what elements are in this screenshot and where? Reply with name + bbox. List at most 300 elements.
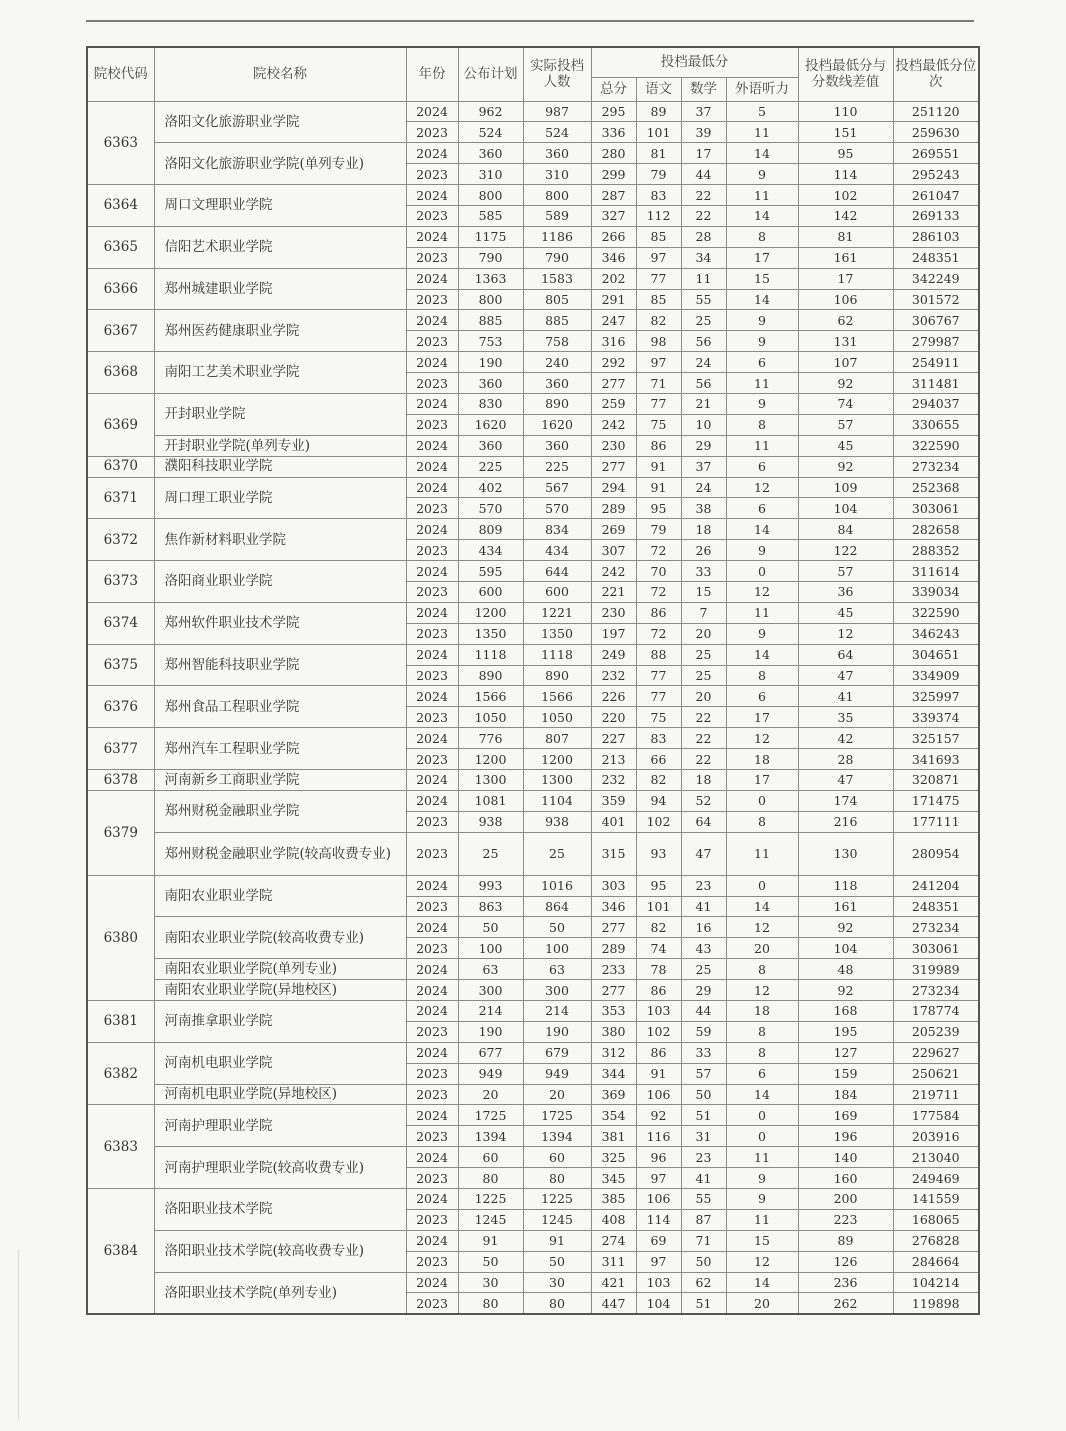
cell-year: 2024 bbox=[406, 101, 458, 122]
cell-math-score: 51 bbox=[681, 1105, 726, 1126]
cell-plan: 360 bbox=[458, 373, 523, 394]
cell-chinese-score: 89 bbox=[636, 101, 681, 122]
cell-rank: 168065 bbox=[893, 1209, 979, 1230]
header-diff: 投档最低分与分数线差值 bbox=[798, 47, 893, 101]
cell-chinese-score: 102 bbox=[636, 1021, 681, 1042]
table-row bbox=[87, 268, 979, 289]
cell-score-diff: 47 bbox=[798, 770, 893, 791]
cell-year: 2024 bbox=[406, 917, 458, 938]
cell-actual: 80 bbox=[523, 1293, 591, 1314]
cell-year: 2023 bbox=[406, 1021, 458, 1042]
cell-year: 2024 bbox=[406, 770, 458, 791]
cell-total-score: 226 bbox=[591, 686, 636, 707]
cell-score-diff: 223 bbox=[798, 1209, 893, 1230]
cell-score-diff: 195 bbox=[798, 1021, 893, 1042]
cell-total-score: 233 bbox=[591, 959, 636, 980]
cell-foreign-score: 15 bbox=[726, 1230, 798, 1251]
school-name: 河南推拿职业学院 bbox=[154, 1001, 406, 1043]
school-code: 6368 bbox=[87, 352, 154, 394]
cell-score-diff: 62 bbox=[798, 310, 893, 331]
school-name: 焦作新材料职业学院 bbox=[154, 519, 406, 561]
cell-plan: 360 bbox=[458, 435, 523, 456]
cell-chinese-score: 101 bbox=[636, 896, 681, 917]
cell-plan: 30 bbox=[458, 1272, 523, 1293]
cell-math-score: 51 bbox=[681, 1293, 726, 1314]
cell-rank: 282658 bbox=[893, 519, 979, 540]
school-code: 6371 bbox=[87, 477, 154, 519]
cell-foreign-score: 17 bbox=[726, 707, 798, 728]
cell-actual: 310 bbox=[523, 164, 591, 185]
cell-rank: 286103 bbox=[893, 226, 979, 247]
cell-score-diff: 92 bbox=[798, 456, 893, 477]
cell-chinese-score: 96 bbox=[636, 1147, 681, 1168]
cell-total-score: 266 bbox=[591, 226, 636, 247]
cell-chinese-score: 86 bbox=[636, 602, 681, 623]
cell-math-score: 21 bbox=[681, 393, 726, 414]
cell-foreign-score: 11 bbox=[726, 602, 798, 623]
cell-rank: 213040 bbox=[893, 1147, 979, 1168]
cell-year: 2023 bbox=[406, 896, 458, 917]
cell-chinese-score: 77 bbox=[636, 686, 681, 707]
table-row bbox=[87, 875, 979, 896]
cell-chinese-score: 70 bbox=[636, 561, 681, 582]
cell-rank: 342249 bbox=[893, 268, 979, 289]
cell-math-score: 23 bbox=[681, 875, 726, 896]
cell-actual: 644 bbox=[523, 561, 591, 582]
cell-actual: 434 bbox=[523, 540, 591, 561]
cell-rank: 249469 bbox=[893, 1168, 979, 1189]
cell-math-score: 24 bbox=[681, 477, 726, 498]
cell-total-score: 292 bbox=[591, 352, 636, 373]
cell-plan: 190 bbox=[458, 352, 523, 373]
cell-total-score: 232 bbox=[591, 665, 636, 686]
school-code: 6369 bbox=[87, 393, 154, 456]
cell-chinese-score: 77 bbox=[636, 268, 681, 289]
cell-actual: 807 bbox=[523, 728, 591, 749]
cell-rank: 295243 bbox=[893, 164, 979, 185]
cell-foreign-score: 0 bbox=[726, 561, 798, 582]
cell-rank: 294037 bbox=[893, 393, 979, 414]
cell-chinese-score: 91 bbox=[636, 477, 681, 498]
cell-score-diff: 12 bbox=[798, 623, 893, 644]
cell-chinese-score: 72 bbox=[636, 540, 681, 561]
cell-score-diff: 35 bbox=[798, 707, 893, 728]
cell-actual: 63 bbox=[523, 959, 591, 980]
cell-plan: 890 bbox=[458, 665, 523, 686]
cell-year: 2024 bbox=[406, 686, 458, 707]
school-name: 南阳农业职业学院 bbox=[154, 875, 406, 917]
cell-actual: 805 bbox=[523, 289, 591, 310]
school-name: 洛阳职业技术学院(单列专业) bbox=[154, 1272, 406, 1314]
cell-actual: 1050 bbox=[523, 707, 591, 728]
cell-year: 2023 bbox=[406, 164, 458, 185]
table-row bbox=[87, 1042, 979, 1063]
cell-actual: 300 bbox=[523, 980, 591, 1001]
cell-total-score: 345 bbox=[591, 1168, 636, 1189]
school-name: 郑州软件职业技术学院 bbox=[154, 602, 406, 644]
cell-rank: 203916 bbox=[893, 1126, 979, 1147]
cell-foreign-score: 11 bbox=[726, 435, 798, 456]
cell-plan: 402 bbox=[458, 477, 523, 498]
cell-year: 2024 bbox=[406, 352, 458, 373]
cell-score-diff: 161 bbox=[798, 247, 893, 268]
cell-plan: 949 bbox=[458, 1063, 523, 1084]
cell-year: 2024 bbox=[406, 1189, 458, 1210]
cell-score-diff: 131 bbox=[798, 331, 893, 352]
cell-plan: 60 bbox=[458, 1147, 523, 1168]
cell-math-score: 37 bbox=[681, 456, 726, 477]
cell-year: 2024 bbox=[406, 456, 458, 477]
cell-math-score: 59 bbox=[681, 1021, 726, 1042]
cell-chinese-score: 72 bbox=[636, 581, 681, 602]
school-code: 6376 bbox=[87, 686, 154, 728]
cell-total-score: 269 bbox=[591, 519, 636, 540]
cell-chinese-score: 82 bbox=[636, 770, 681, 791]
cell-year: 2023 bbox=[406, 373, 458, 394]
cell-year: 2023 bbox=[406, 938, 458, 959]
table-row bbox=[87, 602, 979, 623]
cell-total-score: 346 bbox=[591, 896, 636, 917]
cell-math-score: 7 bbox=[681, 602, 726, 623]
cell-math-score: 71 bbox=[681, 1230, 726, 1251]
school-name: 信阳艺术职业学院 bbox=[154, 226, 406, 268]
cell-actual: 1016 bbox=[523, 875, 591, 896]
cell-score-diff: 89 bbox=[798, 1230, 893, 1251]
cell-math-score: 29 bbox=[681, 980, 726, 1001]
cell-chinese-score: 106 bbox=[636, 1189, 681, 1210]
cell-actual: 91 bbox=[523, 1230, 591, 1251]
cell-rank: 325997 bbox=[893, 686, 979, 707]
cell-rank: 339034 bbox=[893, 581, 979, 602]
cell-plan: 20 bbox=[458, 1084, 523, 1105]
cell-year: 2024 bbox=[406, 1001, 458, 1022]
cell-chinese-score: 101 bbox=[636, 122, 681, 143]
cell-rank: 104214 bbox=[893, 1272, 979, 1293]
cell-math-score: 44 bbox=[681, 1001, 726, 1022]
cell-math-score: 33 bbox=[681, 1042, 726, 1063]
school-name: 郑州财税金融职业学院 bbox=[154, 790, 406, 832]
cell-total-score: 315 bbox=[591, 832, 636, 875]
cell-total-score: 336 bbox=[591, 122, 636, 143]
cell-foreign-score: 0 bbox=[726, 875, 798, 896]
school-name: 洛阳文化旅游职业学院 bbox=[154, 101, 406, 143]
cell-plan: 1620 bbox=[458, 414, 523, 435]
cell-math-score: 41 bbox=[681, 896, 726, 917]
cell-total-score: 295 bbox=[591, 101, 636, 122]
table-body bbox=[87, 101, 979, 1314]
cell-plan: 1566 bbox=[458, 686, 523, 707]
cell-math-score: 50 bbox=[681, 1251, 726, 1272]
cell-foreign-score: 9 bbox=[726, 310, 798, 331]
cell-chinese-score: 83 bbox=[636, 728, 681, 749]
cell-total-score: 242 bbox=[591, 561, 636, 582]
cell-rank: 229627 bbox=[893, 1042, 979, 1063]
cell-plan: 1350 bbox=[458, 623, 523, 644]
cell-year: 2023 bbox=[406, 498, 458, 519]
cell-plan: 100 bbox=[458, 938, 523, 959]
cell-score-diff: 36 bbox=[798, 581, 893, 602]
cell-math-score: 22 bbox=[681, 185, 726, 206]
cell-year: 2023 bbox=[406, 205, 458, 226]
cell-foreign-score: 14 bbox=[726, 896, 798, 917]
cell-chinese-score: 86 bbox=[636, 435, 681, 456]
cell-math-score: 16 bbox=[681, 917, 726, 938]
cell-chinese-score: 94 bbox=[636, 790, 681, 811]
cell-plan: 1200 bbox=[458, 602, 523, 623]
cell-math-score: 23 bbox=[681, 1147, 726, 1168]
cell-total-score: 421 bbox=[591, 1272, 636, 1293]
cell-foreign-score: 8 bbox=[726, 226, 798, 247]
cell-math-score: 25 bbox=[681, 310, 726, 331]
cell-foreign-score: 11 bbox=[726, 122, 798, 143]
cell-foreign-score: 12 bbox=[726, 917, 798, 938]
cell-year: 2023 bbox=[406, 749, 458, 770]
cell-actual: 100 bbox=[523, 938, 591, 959]
cell-year: 2024 bbox=[406, 959, 458, 980]
cell-foreign-score: 0 bbox=[726, 1126, 798, 1147]
cell-rank: 339374 bbox=[893, 707, 979, 728]
cell-plan: 300 bbox=[458, 980, 523, 1001]
cell-math-score: 22 bbox=[681, 728, 726, 749]
cell-rank: 301572 bbox=[893, 289, 979, 310]
school-code: 6374 bbox=[87, 602, 154, 644]
cell-actual: 20 bbox=[523, 1084, 591, 1105]
table-row bbox=[87, 1105, 979, 1126]
school-name: 濮阳科技职业学院 bbox=[154, 456, 406, 477]
school-name: 周口文理职业学院 bbox=[154, 185, 406, 227]
cell-plan: 1394 bbox=[458, 1126, 523, 1147]
cell-plan: 50 bbox=[458, 917, 523, 938]
cell-math-score: 37 bbox=[681, 101, 726, 122]
cell-chinese-score: 72 bbox=[636, 623, 681, 644]
table-row bbox=[87, 561, 979, 582]
cell-rank: 248351 bbox=[893, 896, 979, 917]
cell-rank: 205239 bbox=[893, 1021, 979, 1042]
cell-year: 2023 bbox=[406, 1063, 458, 1084]
cell-year: 2024 bbox=[406, 1147, 458, 1168]
cell-foreign-score: 0 bbox=[726, 790, 798, 811]
cell-plan: 1300 bbox=[458, 770, 523, 791]
cell-plan: 190 bbox=[458, 1021, 523, 1042]
cell-total-score: 287 bbox=[591, 185, 636, 206]
cell-foreign-score: 6 bbox=[726, 352, 798, 373]
cell-total-score: 277 bbox=[591, 917, 636, 938]
cell-foreign-score: 9 bbox=[726, 393, 798, 414]
cell-actual: 987 bbox=[523, 101, 591, 122]
table-row bbox=[87, 1272, 979, 1293]
cell-plan: 63 bbox=[458, 959, 523, 980]
cell-actual: 570 bbox=[523, 498, 591, 519]
cell-rank: 322590 bbox=[893, 602, 979, 623]
cell-total-score: 289 bbox=[591, 498, 636, 519]
cell-actual: 1620 bbox=[523, 414, 591, 435]
cell-year: 2023 bbox=[406, 331, 458, 352]
cell-rank: 284664 bbox=[893, 1251, 979, 1272]
cell-math-score: 56 bbox=[681, 331, 726, 352]
school-name: 郑州食品工程职业学院 bbox=[154, 686, 406, 728]
cell-math-score: 57 bbox=[681, 1063, 726, 1084]
cell-rank: 251120 bbox=[893, 101, 979, 122]
cell-actual: 1118 bbox=[523, 644, 591, 665]
cell-rank: 261047 bbox=[893, 185, 979, 206]
cell-score-diff: 118 bbox=[798, 875, 893, 896]
cell-total-score: 359 bbox=[591, 790, 636, 811]
cell-rank: 177584 bbox=[893, 1105, 979, 1126]
cell-foreign-score: 9 bbox=[726, 1189, 798, 1210]
table-row bbox=[87, 519, 979, 540]
cell-math-score: 64 bbox=[681, 811, 726, 832]
cell-math-score: 28 bbox=[681, 226, 726, 247]
cell-year: 2023 bbox=[406, 540, 458, 561]
cell-foreign-score: 9 bbox=[726, 1168, 798, 1189]
cell-actual: 360 bbox=[523, 435, 591, 456]
table-row bbox=[87, 1230, 979, 1251]
cell-chinese-score: 92 bbox=[636, 1105, 681, 1126]
cell-actual: 50 bbox=[523, 1251, 591, 1272]
cell-total-score: 316 bbox=[591, 331, 636, 352]
table-row bbox=[87, 1084, 979, 1105]
cell-rank: 252368 bbox=[893, 477, 979, 498]
cell-total-score: 354 bbox=[591, 1105, 636, 1126]
cell-foreign-score: 6 bbox=[726, 498, 798, 519]
cell-foreign-score: 17 bbox=[726, 247, 798, 268]
table-row bbox=[87, 832, 979, 875]
school-code: 6364 bbox=[87, 185, 154, 227]
header-actual: 实际投档人数 bbox=[523, 47, 591, 101]
cell-rank: 241204 bbox=[893, 875, 979, 896]
cell-foreign-score: 15 bbox=[726, 268, 798, 289]
school-code: 6384 bbox=[87, 1189, 154, 1314]
cell-total-score: 299 bbox=[591, 164, 636, 185]
cell-actual: 600 bbox=[523, 581, 591, 602]
cell-foreign-score: 20 bbox=[726, 938, 798, 959]
cell-score-diff: 42 bbox=[798, 728, 893, 749]
cell-actual: 834 bbox=[523, 519, 591, 540]
cell-actual: 50 bbox=[523, 917, 591, 938]
cell-plan: 80 bbox=[458, 1293, 523, 1314]
cell-chinese-score: 85 bbox=[636, 226, 681, 247]
cell-year: 2023 bbox=[406, 623, 458, 644]
cell-actual: 949 bbox=[523, 1063, 591, 1084]
cell-actual: 25 bbox=[523, 832, 591, 875]
cell-chinese-score: 98 bbox=[636, 331, 681, 352]
cell-chinese-score: 75 bbox=[636, 414, 681, 435]
cell-actual: 938 bbox=[523, 811, 591, 832]
school-name: 南阳工艺美术职业学院 bbox=[154, 352, 406, 394]
cell-math-score: 39 bbox=[681, 122, 726, 143]
cell-score-diff: 17 bbox=[798, 268, 893, 289]
cell-chinese-score: 95 bbox=[636, 875, 681, 896]
school-name: 洛阳商业职业学院 bbox=[154, 561, 406, 603]
table-row bbox=[87, 226, 979, 247]
cell-foreign-score: 8 bbox=[726, 811, 798, 832]
cell-math-score: 18 bbox=[681, 519, 726, 540]
cell-score-diff: 57 bbox=[798, 414, 893, 435]
cell-plan: 310 bbox=[458, 164, 523, 185]
cell-actual: 1300 bbox=[523, 770, 591, 791]
header-math: 数学 bbox=[681, 77, 726, 101]
cell-year: 2024 bbox=[406, 1105, 458, 1126]
cell-foreign-score: 8 bbox=[726, 1042, 798, 1063]
cell-score-diff: 81 bbox=[798, 226, 893, 247]
cell-rank: 273234 bbox=[893, 980, 979, 1001]
cell-actual: 790 bbox=[523, 247, 591, 268]
cell-rank: 269551 bbox=[893, 143, 979, 164]
cell-chinese-score: 106 bbox=[636, 1084, 681, 1105]
cell-plan: 1725 bbox=[458, 1105, 523, 1126]
cell-rank: 288352 bbox=[893, 540, 979, 561]
cell-foreign-score: 11 bbox=[726, 1209, 798, 1230]
cell-total-score: 220 bbox=[591, 707, 636, 728]
header-total: 总分 bbox=[591, 77, 636, 101]
cell-actual: 1221 bbox=[523, 602, 591, 623]
cell-score-diff: 106 bbox=[798, 289, 893, 310]
cell-actual: 1225 bbox=[523, 1189, 591, 1210]
cell-score-diff: 184 bbox=[798, 1084, 893, 1105]
cell-actual: 60 bbox=[523, 1147, 591, 1168]
cell-plan: 863 bbox=[458, 896, 523, 917]
cell-chinese-score: 95 bbox=[636, 498, 681, 519]
cell-rank: 334909 bbox=[893, 665, 979, 686]
cell-score-diff: 84 bbox=[798, 519, 893, 540]
cell-math-score: 20 bbox=[681, 623, 726, 644]
cell-foreign-score: 12 bbox=[726, 1251, 798, 1272]
cell-chinese-score: 78 bbox=[636, 959, 681, 980]
cell-rank: 319989 bbox=[893, 959, 979, 980]
cell-actual: 240 bbox=[523, 352, 591, 373]
cell-math-score: 22 bbox=[681, 749, 726, 770]
cell-chinese-score: 82 bbox=[636, 917, 681, 938]
cell-year: 2023 bbox=[406, 707, 458, 728]
school-code: 6378 bbox=[87, 770, 154, 791]
cell-actual: 214 bbox=[523, 1001, 591, 1022]
school-code: 6383 bbox=[87, 1105, 154, 1189]
cell-year: 2024 bbox=[406, 644, 458, 665]
cell-actual: 890 bbox=[523, 665, 591, 686]
cell-rank: 178774 bbox=[893, 1001, 979, 1022]
school-name: 南阳农业职业学院(异地校区) bbox=[154, 980, 406, 1001]
cell-chinese-score: 97 bbox=[636, 1168, 681, 1189]
school-name: 郑州智能科技职业学院 bbox=[154, 644, 406, 686]
cell-math-score: 29 bbox=[681, 435, 726, 456]
cell-plan: 1245 bbox=[458, 1209, 523, 1230]
admission-score-table bbox=[86, 46, 980, 1315]
cell-foreign-score: 18 bbox=[726, 749, 798, 770]
table-row bbox=[87, 790, 979, 811]
school-name: 郑州城建职业学院 bbox=[154, 268, 406, 310]
cell-actual: 890 bbox=[523, 393, 591, 414]
cell-rank: 259630 bbox=[893, 122, 979, 143]
table-row bbox=[87, 959, 979, 980]
cell-year: 2024 bbox=[406, 143, 458, 164]
cell-total-score: 197 bbox=[591, 623, 636, 644]
cell-score-diff: 48 bbox=[798, 959, 893, 980]
cell-year: 2023 bbox=[406, 1126, 458, 1147]
cell-total-score: 259 bbox=[591, 393, 636, 414]
cell-chinese-score: 104 bbox=[636, 1293, 681, 1314]
table-row bbox=[87, 644, 979, 665]
cell-chinese-score: 93 bbox=[636, 832, 681, 875]
cell-year: 2024 bbox=[406, 1230, 458, 1251]
school-name: 开封职业学院(单列专业) bbox=[154, 435, 406, 456]
header-name: 院校名称 bbox=[154, 47, 406, 101]
cell-score-diff: 104 bbox=[798, 938, 893, 959]
cell-actual: 524 bbox=[523, 122, 591, 143]
cell-year: 2023 bbox=[406, 1084, 458, 1105]
school-name: 郑州医药健康职业学院 bbox=[154, 310, 406, 352]
cell-rank: 346243 bbox=[893, 623, 979, 644]
cell-year: 2024 bbox=[406, 477, 458, 498]
